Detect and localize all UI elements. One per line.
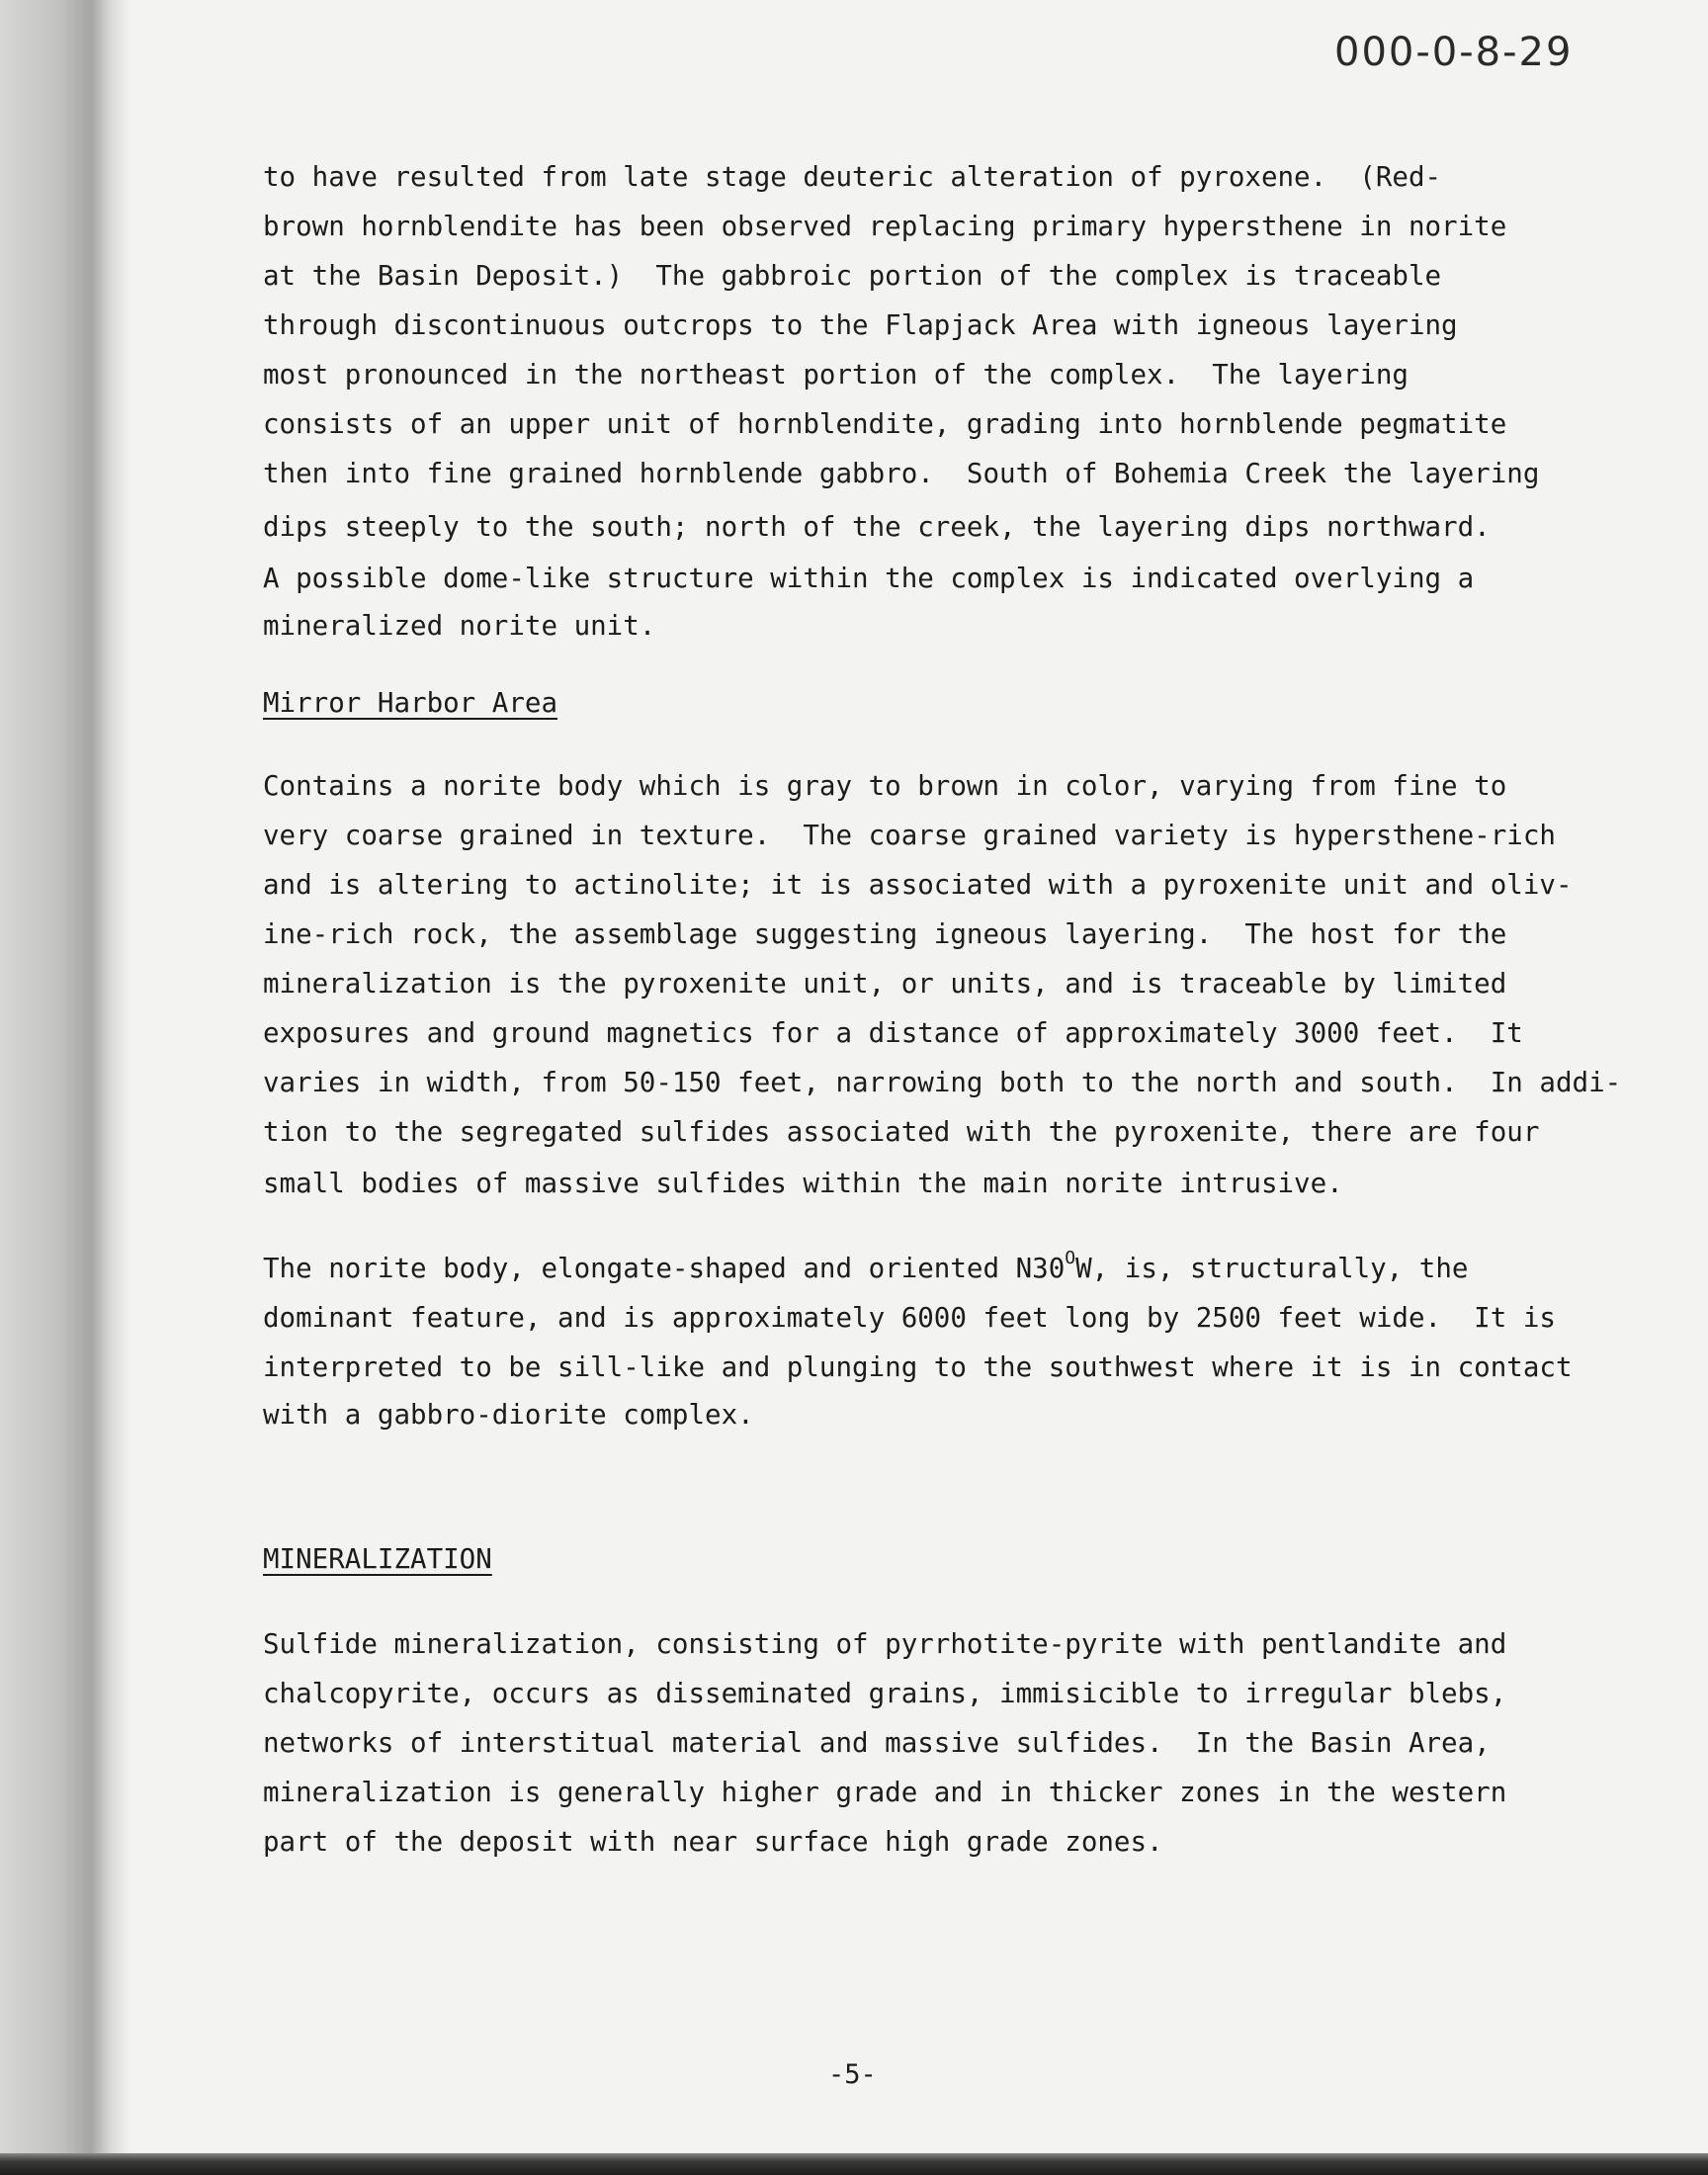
paragraph-line: tion to the segregated sulfides associated with the pyroxenite, there are four bbox=[263, 1116, 1540, 1148]
paragraph-line: through discontinuous outcrops to the Flapjack Area with igneous layering bbox=[263, 309, 1458, 341]
paragraph-line: mineralization is the pyroxenite unit, or units, and is traceable by limited bbox=[263, 968, 1507, 1000]
section-heading-mineralization: MINERALIZATION bbox=[263, 1543, 492, 1575]
paragraph-line: exposures and ground magnetics for a distance of approximately 3000 feet. It bbox=[263, 1017, 1523, 1049]
binding-shadow bbox=[0, 0, 130, 2175]
paragraph-line: and is altering to actinolite; it is associated with a pyroxenite unit and oliv- bbox=[263, 869, 1573, 901]
page-number: -5- bbox=[828, 2059, 877, 2090]
paragraph-line: networks of interstitual material and massive sulfides. In the Basin Area, bbox=[263, 1727, 1491, 1759]
paragraph-text: The norite body, elongate-shaped and oriented N30 bbox=[263, 1253, 1066, 1284]
paragraph-line bbox=[263, 1248, 1469, 1285]
paragraph-line: very coarse grained in texture. The coarse grained variety is hypersthene-rich bbox=[263, 820, 1556, 851]
scan-bottom-edge bbox=[0, 2153, 1708, 2175]
paragraph-line: to have resulted from late stage deuteric alteration of pyroxene. (Red- bbox=[263, 161, 1442, 193]
section-heading-mirror-harbor: Mirror Harbor Area bbox=[263, 687, 558, 719]
paragraph-text: W, is, structurally, the bbox=[1075, 1253, 1469, 1284]
paragraph-line: at the Basin Deposit.) The gabbroic portion of the complex is traceable bbox=[263, 260, 1442, 292]
paragraph-line: interpreted to be sill-like and plunging to the southwest where it is in contact bbox=[263, 1351, 1573, 1383]
paragraph-line: most pronounced in the northeast portion of the complex. The layering bbox=[263, 359, 1409, 391]
paragraph-line: brown hornblendite has been observed replacing primary hypersthene in norite bbox=[263, 211, 1507, 242]
degree-superscript: O bbox=[1065, 1248, 1076, 1268]
paragraph-line: ine-rich rock, the assemblage suggesting igneous layering. The host for the bbox=[263, 918, 1507, 950]
paragraph-line: dips steeply to the south; north of the creek, the layering dips northward. bbox=[263, 511, 1491, 543]
paragraph-line: small bodies of massive sulfides within the main norite intrusive. bbox=[263, 1168, 1343, 1199]
paragraph-line: Contains a norite body which is gray to brown in color, varying from fine to bbox=[263, 770, 1507, 802]
paragraph-line: consists of an upper unit of hornblendite, grading into hornblende pegmatite bbox=[263, 408, 1507, 440]
paragraph-line: mineralized norite unit. bbox=[263, 610, 656, 642]
document-number: 000-0-8-29 bbox=[1334, 30, 1574, 75]
paragraph-line: A possible dome-like structure within the complex is indicated overlying a bbox=[263, 563, 1475, 594]
paragraph-line: then into fine grained hornblende gabbro. South of Bohemia Creek the layering bbox=[263, 458, 1540, 489]
paragraph-line: part of the deposit with near surface high grade zones. bbox=[263, 1826, 1163, 1858]
paragraph-line: varies in width, from 50-150 feet, narrowing both to the north and south. In addi- bbox=[263, 1067, 1622, 1098]
paragraph-line: Sulfide mineralization, consisting of pyrrhotite-pyrite with pentlandite and bbox=[263, 1628, 1507, 1660]
paragraph-line: chalcopyrite, occurs as disseminated grains, immisicible to irregular blebs, bbox=[263, 1678, 1507, 1709]
paragraph-line: mineralization is generally higher grade and in thicker zones in the western bbox=[263, 1777, 1507, 1808]
paragraph-line: dominant feature, and is approximately 6000 feet long by 2500 feet wide. It is bbox=[263, 1302, 1556, 1334]
paragraph-line: with a gabbro-diorite complex. bbox=[263, 1399, 754, 1431]
